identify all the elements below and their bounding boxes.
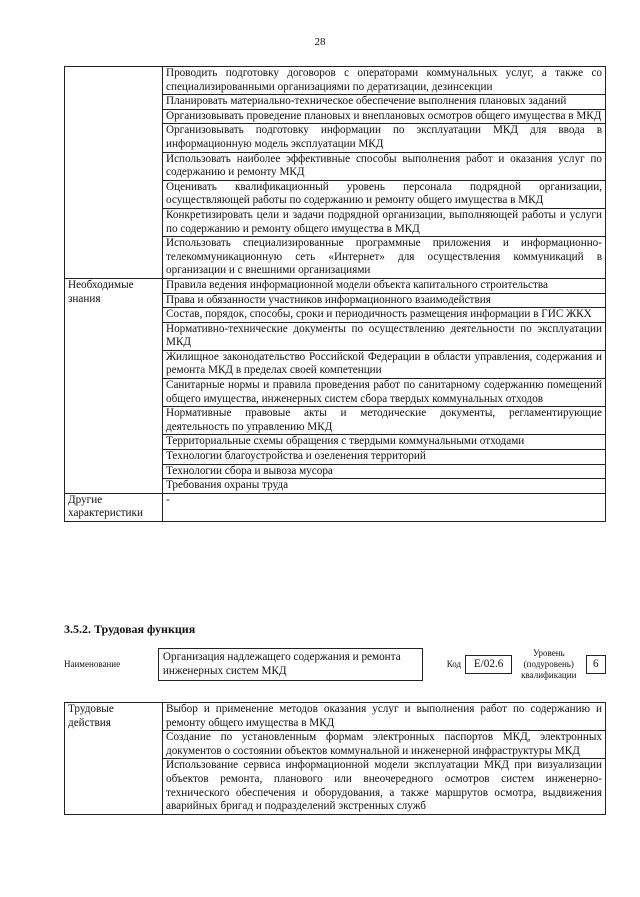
code-label: Код: [446, 658, 462, 669]
code-value: E/02.6: [465, 655, 512, 675]
function-header: [64, 648, 606, 681]
other-value: -: [163, 493, 606, 521]
skill-item: Организовывать проведение плановых и внеплановых осмотров общего имущества в МКД: [163, 109, 606, 124]
skill-item: Проводить подготовку договоров с операторами коммунальных услуг, а также со специализированными организациями по дератизации, дезинсекции: [163, 67, 606, 95]
knowledge-item: Технологии благоустройства и озеленения территорий: [163, 450, 606, 465]
knowledge-item: Нормативные правовые акты и методические документы, регламентирующие деятельность по управлению МКД: [163, 407, 606, 435]
work-actions-table: [64, 702, 606, 815]
knowledge-item: Территориальные схемы обращения с твердыми коммунальными отходами: [163, 435, 606, 450]
knowledge-item: Нормативно-технические документы по осуществлению деятельности по эксплуатации МКД: [163, 322, 606, 350]
skill-item: Планировать материально-техническое обеспечение выполнения плановых заданий: [163, 95, 606, 110]
level-value: 6: [586, 655, 606, 675]
knowledge-item: Требования охраны труда: [163, 479, 606, 494]
knowledge-item: Технологии сбора и вывоза мусора: [163, 464, 606, 479]
skill-item: Оценивать квалификационный уровень персонала подрядной организации, осуществляющей работы по содержанию и ремонту общего имущества в МКД: [163, 180, 606, 208]
skill-item: Организовывать подготовку информации по эксплуатации МКД для ввода в информационную модель эксплуатации МКД: [163, 124, 606, 152]
skill-item: Конкретизировать цели и задачи подрядной организации, выполняющей работы и услуги по содержанию и ремонту общего имущества в МКД: [163, 208, 606, 236]
knowledge-item: Санитарные нормы и правила проведения работ по санитарному содержанию помещений общего имущества, инженерных систем сбора твердых коммунальных отходов: [163, 379, 606, 407]
name-value: Организация надлежащего содержания и ремонта инженерных систем МКД: [158, 648, 423, 681]
skill-item: Использовать специализированные программные приложения и информационно-телекоммуникационную сеть «Интернет» для осуществления коммуникаций в организации и с внешними организациями: [163, 237, 606, 279]
action-item: Создание по установленным формам электронных паспортов МКД, электронных документов о состоянии объектов коммунальной и инженерной инфраструктуры МКД: [163, 731, 606, 759]
page-number: 28: [314, 36, 326, 48]
skills-knowledge-table: [64, 66, 606, 522]
level-label: Уровень (подуровень) квалификации: [521, 648, 577, 681]
section-heading: 3.5.2. Трудовая функция: [64, 622, 196, 636]
knowledge-item: Жилищное законодательство Российской Федерации в области управления, содержания и ремонта МКД в пределах своей компетенции: [163, 350, 606, 378]
name-label: Наименование: [64, 658, 121, 669]
action-item: Выбор и применение методов оказания услуг и выполнения работ по содержанию и ремонту общего имущества в МКД: [163, 703, 606, 731]
skill-item: Использовать наиболее эффективные способы выполнения работ и оказания услуг по содержанию и ремонту МКД: [163, 152, 606, 180]
knowledge-item: Состав, порядок, способы, сроки и периодичность размещения информации в ГИС ЖКХ: [163, 308, 606, 323]
actions-label: Трудовые действия: [65, 703, 163, 815]
action-item: Использование сервиса информационной модели эксплуатации МКД при визуализации объектов ремонта, планового или внеочередного осмотров систем инженерно-технического обеспечения и оборудования, а также маршрутов осмотра, выдвижения аварийных бригад и подразделений экстренных служб: [163, 759, 606, 814]
skills-label-cell: [65, 67, 163, 279]
knowledge-item: Правила ведения информационной модели объекта капитального строительства: [163, 278, 606, 293]
other-label: Другие характеристики: [65, 493, 163, 521]
knowledge-item: Права и обязанности участников информационного взаимодействия: [163, 293, 606, 308]
knowledge-label: Необходимые знания: [65, 278, 163, 493]
